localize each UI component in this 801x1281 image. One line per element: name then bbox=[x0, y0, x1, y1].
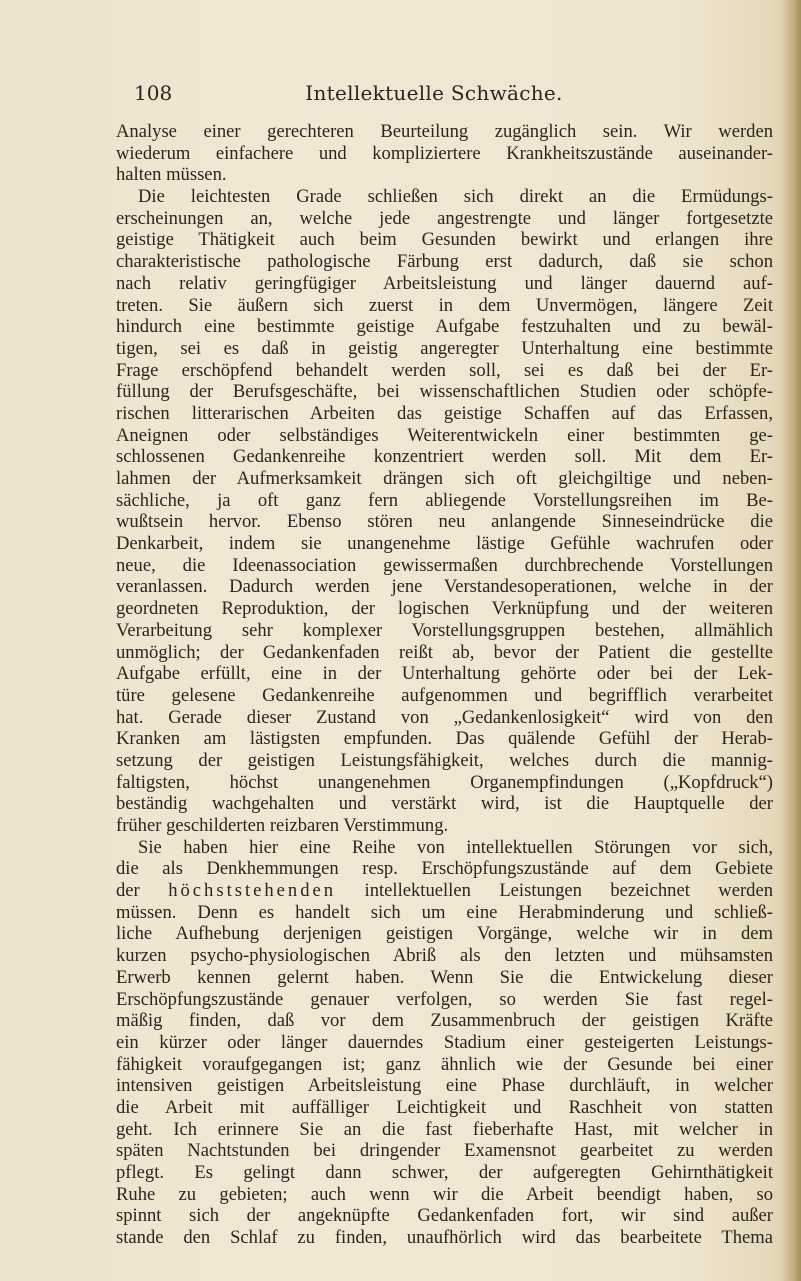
text-line: füllung der Berufsgeschäfte, bei wissenschaftlichen Studien oder schöpfe- bbox=[116, 381, 773, 403]
text-line: hindurch eine bestimmte geistige Aufgabe festzuhalten und zu bewäl- bbox=[116, 316, 773, 338]
text-line: liche Aufhebung derjenigen geistigen Vorgänge, welche wir in dem bbox=[116, 923, 773, 945]
text-line: stande den Schlaf zu finden, unaufhörlich wird das bearbeitete Thema bbox=[116, 1227, 773, 1249]
text-line: früher geschilderten reizbaren Verstimmung. bbox=[116, 815, 449, 836]
emphasized-word: höchststehenden bbox=[168, 880, 337, 902]
text-line: faltigsten, höchst unangenehmen Organempfindungen („Kopfdruck“) bbox=[116, 771, 773, 793]
text-line: Aufgabe erfüllt, eine in der Unterhaltung gehörte oder bei der Lek- bbox=[116, 663, 773, 685]
page-edge-shadow bbox=[781, 0, 801, 1281]
text-line: pflegt. Es gelingt dann schwer, der aufgeregten Gehirnthätigkeit bbox=[116, 1162, 773, 1183]
text-line: geistige Thätigkeit auch beim Gesunden bewirkt und erlangen ihre bbox=[116, 229, 773, 251]
text-line: halten müssen. bbox=[116, 164, 227, 186]
page-header bbox=[134, 78, 734, 108]
text-line: geht. Ich erinnere Sie an die fast fieberhafte Hast, mit welcher in bbox=[116, 1118, 773, 1140]
text-line: Ruhe zu gebieten; auch wenn wir die Arbeit beendigt haben, so bbox=[116, 1183, 773, 1205]
text-line: müssen. Denn es handelt sich um eine Herabminderung und schließ- bbox=[116, 901, 773, 923]
text-line: türe gelesene Gedankenreihe aufgenommen und begrifflich verarbeitet bbox=[116, 684, 773, 706]
text-line: veranlassen. Dadurch werden jene Verstandesoperationen, welche in der bbox=[116, 576, 773, 598]
text-line: unmöglich; der Gedankenfaden reißt ab, bevor der Patient die gestellte bbox=[116, 641, 773, 663]
text-line: wiederum einfachere und kompliziertere Krankheitszustände auseinander- bbox=[116, 142, 773, 164]
text-line: hat. Gerade dieser Zustand von „Gedankenlosigkeit“ wird von den bbox=[116, 706, 773, 728]
text-line: charakteristische pathologische Färbung erst dadurch, daß sie schon bbox=[116, 251, 773, 273]
text-line: sächliche, ja oft ganz fern abliegende Vorstellungsreihen im Be- bbox=[116, 489, 773, 511]
text-line: die Arbeit mit auffälliger Leichtigkeit und Raschheit von statten bbox=[116, 1096, 773, 1118]
body-text bbox=[116, 121, 773, 1249]
text-line: Die leichtesten Grade schließen sich direkt an die Ermüdungs- bbox=[138, 186, 773, 208]
text-line: Erschöpfungszustände genauer verfolgen, so werden Sie fast regel- bbox=[116, 988, 773, 1010]
text-line: lahmen der Aufmerksamkeit drängen sich oft gleichgiltige und neben- bbox=[116, 468, 773, 489]
text-line: beständig wachgehalten und verstärkt wird, ist die Hauptquelle der bbox=[116, 793, 773, 815]
text-line: der höchststehenden intellektuellen Leistungen bezeichnet werden bbox=[116, 880, 774, 902]
text-line: treten. Sie äußern sich zuerst in dem Unvermögen, längere Zeit bbox=[116, 294, 773, 316]
text-line: wußtsein hervor. Ebenso stören neu anlangende Sinneseindrücke die bbox=[116, 511, 773, 533]
text-line: Sie haben hier eine Reihe von intellektuellen Störungen vor sich, bbox=[138, 836, 773, 858]
text-line: spinnt sich der angeknüpfte Gedankenfaden fort, wir sind außer bbox=[116, 1205, 773, 1227]
text-line: neue, die Ideenassociation gewissermaßen durchbrechende Vorstellungen bbox=[116, 554, 773, 576]
text-line: späten Nachtstunden bei dringender Examensnot gearbeitet zu werden bbox=[116, 1140, 773, 1162]
text-line: kurzen psycho-physiologischen Abriß als den letzten und mühsamsten bbox=[116, 945, 773, 967]
text-line: Frage erschöpfend behandelt werden soll, sei es daß bei der Er- bbox=[116, 359, 773, 381]
text-line: intensiven geistigen Arbeitsleistung eine Phase durchläuft, in welcher bbox=[116, 1075, 773, 1097]
text-line: schlossenen Gedankenreihe konzentriert werden soll. Mit dem Er- bbox=[116, 446, 773, 468]
text-line: mäßig finden, daß vor dem Zusammenbruch der geistigen Kräfte bbox=[116, 1010, 773, 1032]
text-line: Aneignen oder selbständiges Weiterentwickeln einer bestimmten ge- bbox=[116, 424, 773, 446]
text-line: Verarbeitung sehr komplexer Vorstellungsgruppen bestehen, allmählich bbox=[116, 619, 773, 641]
text-line: nach relativ geringfügiger Arbeitsleistung und länger dauernd auf- bbox=[116, 272, 773, 294]
text-line: setzung der geistigen Leistungsfähigkeit, welches durch die mannig- bbox=[116, 749, 773, 771]
text-line: ein kürzer oder länger dauerndes Stadium einer gesteigerten Leistungs- bbox=[116, 1031, 773, 1053]
text-line: fähigkeit voraufgegangen ist; ganz ähnlich wie der Gesunde bei einer bbox=[116, 1053, 773, 1075]
text-line: tigen, sei es daß in geistig angeregter Unterhaltung eine bestimmte bbox=[116, 337, 773, 359]
text-line: Kranken am lästigsten empfunden. Das quälende Gefühl der Herab- bbox=[116, 728, 773, 750]
page-number: 108 bbox=[134, 81, 173, 105]
text-line: rischen litterarischen Arbeiten das geistige Schaffen auf das Erfassen, bbox=[116, 402, 773, 424]
text-line: Denkarbeit, indem sie unangenehme lästige Gefühle wachrufen oder bbox=[116, 533, 773, 555]
text-line: geordneten Reproduktion, der logischen Verknüpfung und der weiteren bbox=[116, 598, 773, 620]
text-line: Erwerb kennen gelernt haben. Wenn Sie die Entwickelung dieser bbox=[116, 966, 773, 988]
running-title: Intellektuelle Schwäche. bbox=[305, 81, 563, 105]
text-line: erscheinungen an, welche jede angestrengte und länger fortgesetzte bbox=[116, 207, 773, 229]
text-line: die als Denkhemmungen resp. Erschöpfungszustände auf dem Gebiete bbox=[116, 858, 773, 880]
text-line: Analyse einer gerechteren Beurteilung zugänglich sein. Wir werden bbox=[116, 121, 773, 142]
